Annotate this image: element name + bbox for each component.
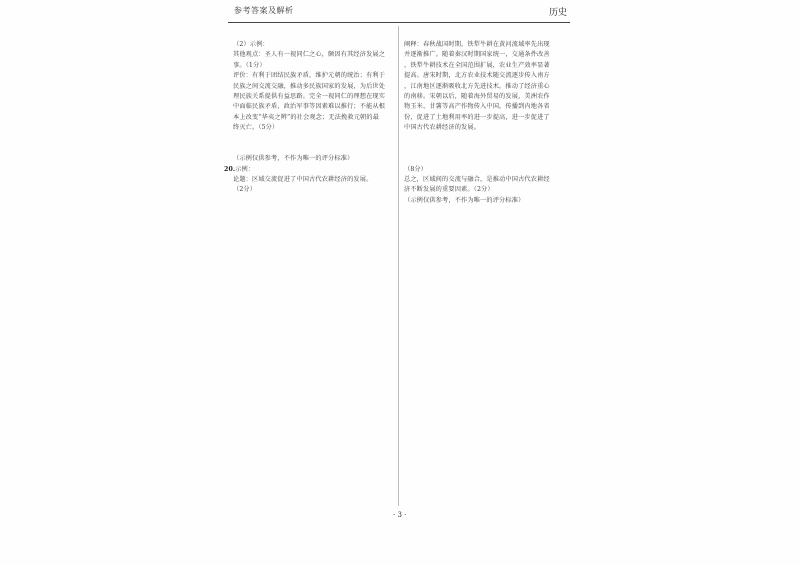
question-20-thesis-score: （2分） (233, 186, 257, 194)
elaboration-line: 阐释：春秋战国时期，铁犁牛耕在黄河流域率先出现 (404, 41, 550, 48)
right-column (404, 40, 564, 206)
header-subject: 历史 (549, 8, 568, 18)
part2-evaluation-line: 终灭亡。（5分） (233, 124, 279, 132)
elaboration-line (404, 134, 564, 144)
part2-evaluation-line: 理民族关系提供有益思路。完全一视同仁的理想在现实 (233, 92, 386, 100)
header-rule (228, 22, 570, 23)
elaboration-score: （8分） (404, 165, 428, 173)
summary-line: 总之，区域间的交流与融合，是推动中国古代农耕经 (404, 176, 550, 184)
part2-evaluation-line: 本上改变“华夷之辨”的社会观念；无法挽救元朝的最 (233, 113, 380, 121)
elaboration-line: 提高。唐宋时期，北方农业技术随交流逐步传入南方 (404, 72, 550, 80)
part2-evaluation (224, 71, 394, 154)
part2-viewpoint-line: 其他观点：圣人有一视同仁之心，颇因有其经济发展之 (233, 51, 386, 59)
column-divider (398, 26, 399, 506)
part2-label: （2）示例： (233, 41, 269, 48)
elaboration-line: 份，促进了土地利用率的进一步提高，进一步促进了 (404, 113, 550, 121)
elaboration-line: ，江南地区逐渐吸收北方先进技术，推动了经济重心 (404, 82, 550, 90)
left-column (224, 40, 394, 196)
question-20-number: 20. (224, 165, 236, 173)
summary-line: 济不断发展的重要因素。（2分） (404, 186, 494, 194)
elaboration-line: ，铁犁牛耕技术在全国范围扩展，农业生产效率显著 (404, 61, 550, 69)
part2-evaluation-line: 中面临民族矛盾，政治军事等因素难以推行；不能从根 (233, 103, 386, 111)
question-20-thesis: 论题：区域交流促进了中国古代农耕经济的发展。 (233, 176, 373, 184)
elaboration-line: 中国古代农耕经济的发展。 (404, 124, 481, 132)
elaboration-line: 并逐渐推广。随着秦汉时期国家统一，交通条件改善 (404, 51, 550, 59)
part2-evaluation-line (224, 144, 394, 154)
part2-note: （示例仅供参考，不作为唯一的评分标准） (233, 155, 354, 163)
elaboration-line (404, 144, 564, 154)
right-note: （示例仅供参考，不作为唯一的评分标准） (404, 196, 525, 204)
part2-evaluation-line: 民族之间交流交融，推动多民族国家的发展，为后世处 (233, 82, 386, 90)
part2-viewpoint (224, 50, 394, 71)
question-20-label: 示例： (235, 165, 255, 173)
elaboration-line: 的南移。宋朝以后，随着海外贸易的发展，美洲农作 (404, 92, 550, 100)
part2-viewpoint-line: 事。（1分） (233, 61, 266, 69)
header-section-title: 参考答案及解析 (234, 6, 294, 15)
page-number: · 3 · (393, 511, 407, 519)
part2-evaluation-line: 评价：有利于团结民族矛盾，维护元朝的统治；有利于 (233, 72, 386, 80)
elaboration-paragraph (404, 40, 564, 165)
summary-paragraph (404, 175, 564, 196)
elaboration-line (404, 154, 564, 164)
part2-evaluation-line (224, 134, 394, 144)
elaboration-line: 物玉米、甘薯等高产作物传入中国，传播到内地各省 (404, 103, 550, 111)
